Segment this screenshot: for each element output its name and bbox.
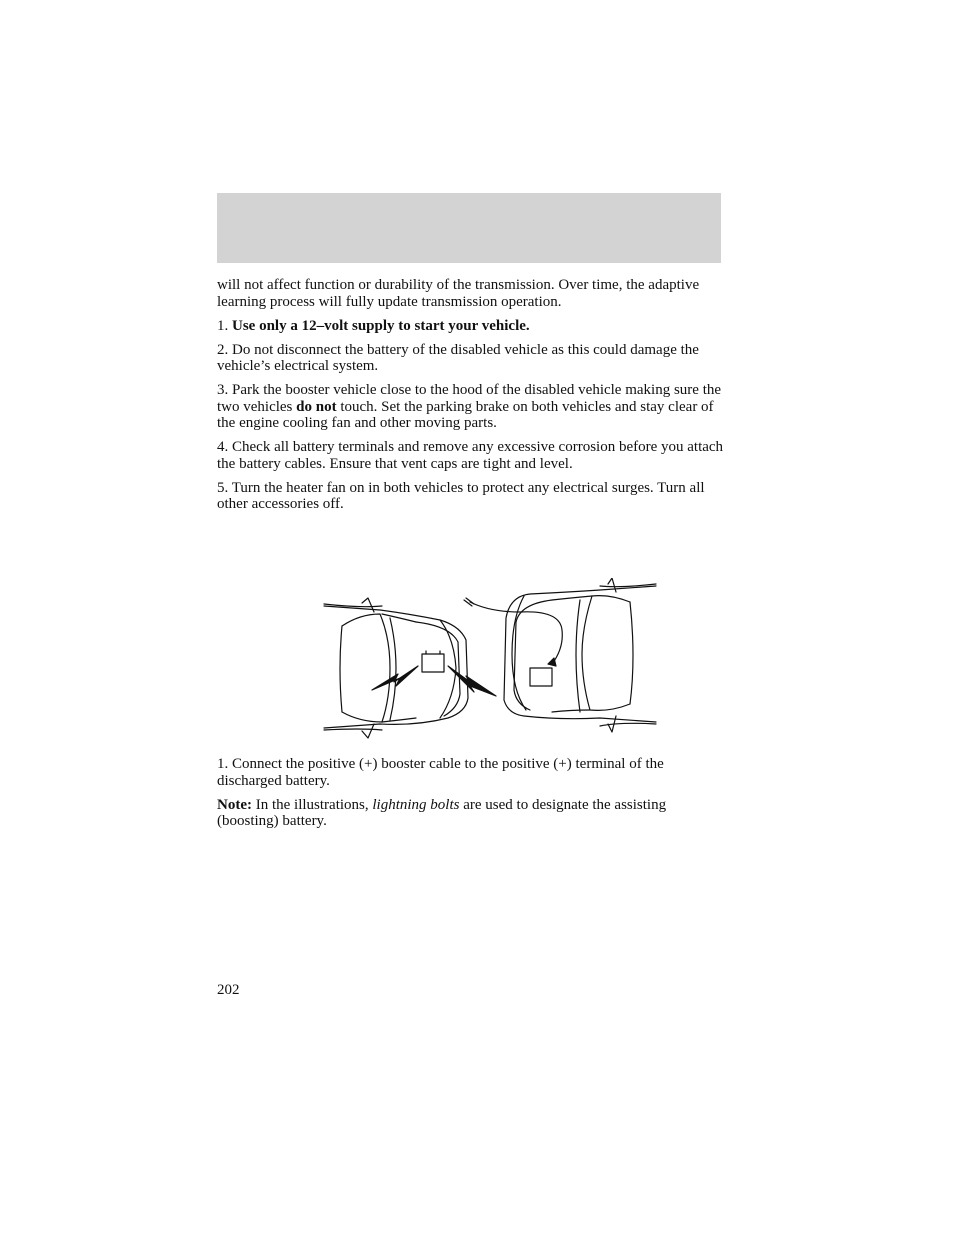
note-paragraph <box>217 797 727 830</box>
note-italic-text: lightning bolts <box>372 796 460 813</box>
step-2: 2. Do not disconnect the battery of the disabled vehicle as this could damage the vehicle’s electrical system. <box>217 341 699 374</box>
car-left-icon <box>324 598 468 738</box>
step-3 <box>217 382 727 432</box>
step-1-number: 1. <box>217 317 232 334</box>
step-1-bold-text: Use only a 12–volt supply to start your vehicle. <box>232 317 530 334</box>
battery-icon <box>422 651 444 672</box>
main-text <box>217 277 727 520</box>
note-text-a: In the illustrations, <box>251 796 373 813</box>
step-3-bold-text: do not <box>296 398 337 415</box>
battery-icon-right <box>530 668 552 686</box>
intro-paragraph: will not affect function or durability of the transmission. Over time, the adaptive learning process will fully update transmission operation. <box>217 277 700 310</box>
step-3-text-b: touch. Set the parking brake on both vehicles and stay clear of the engine cooling fan and other moving parts. <box>217 398 714 431</box>
step-3-text-a: 3. Park the booster vehicle close to the hood of the disabled vehicle making sure the two vehicles <box>217 382 722 415</box>
jump-start-illustration <box>320 578 660 746</box>
note-label: Note: <box>217 796 252 813</box>
connect-step: 1. Connect the positive (+) booster cable to the positive (+) terminal of the discharged battery. <box>217 756 664 789</box>
step-5: 5. Turn the heater fan on in both vehicles to protect any electrical surges. Turn all other accessories off. <box>217 479 705 512</box>
step-1 <box>217 318 727 335</box>
step-4: 4. Check all battery terminals and remove any excessive corrosion before you attach the battery cables. Ensure that vent caps are tight and level. <box>217 439 724 472</box>
section-header-bar <box>217 193 721 263</box>
note-text-b: are used to designate the assisting (boosting) battery. <box>217 796 667 829</box>
page-number: 202 <box>217 982 240 998</box>
after-figure-text <box>217 756 727 837</box>
car-right-icon <box>504 578 656 732</box>
